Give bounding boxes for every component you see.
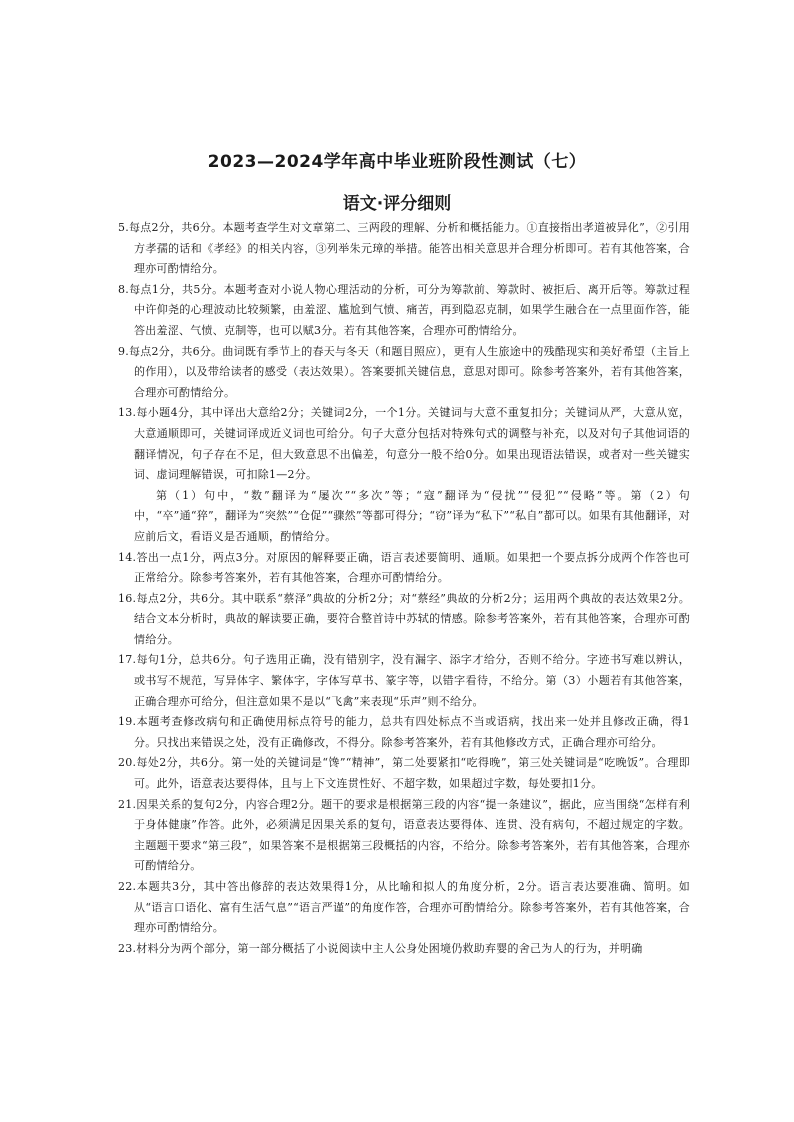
rule-item-q13-detail: 第（1）句中，“数”翻译为“屡次”“多次”等；“寇”翻译为“侵扰”“侵犯”“侵略”等。第（2）句中，“卒”通“猝”，翻译为“突然”“仓促”“骤然”等都可得分；“窃”译为“私下”“私自”都可以。如果有其他翻译，对应前后文，看语义是否通顺，酌情给分。 (134, 488, 690, 543)
rule-item-q5: 5.每点2分，共6分。本题考查学生对文章第二、三两段的理解、分析和概括能力。①直接指出孝道被异化”，②引用方孝孺的话和《孝经》的相关内容，③列举朱元璋的举措。能答出相关意思并合理分析即可。若有其他答案，合理亦可酌情给分。 (118, 221, 690, 276)
rule-item-q21: 21.因果关系的复句2分，内容合理2分。题干的要求是根据第三段的内容“提一条建议”，据此，应当围绕“怎样有利于身体健康”作答。此外，必须满足因果关系的复句，语意表达要得体、连贯、没有病句，不超过规定的字数。主题题干要求“第三段”，如果答案不是根据第三段概括的内容，不给分。除参考答案外，若有其他答案，合理亦可酌情给分。 (118, 797, 690, 873)
rule-item-q13: 13.每小题4分，其中译出大意给2分；关键词2分，一个1分。关键词与大意不重复扣分；关键词从严，大意从宽，大意通顺即可，关键词译成近义词也可给分。句子大意分包括对特殊句式的调整与补充，以及对句子其他词语的翻译情况，句子存在不足，但大致意思不出偏差，句意分一般不给0分。如果出现语法错误，或者对一些关键实词、虚词理解错误，可扣除1—2分。 (118, 406, 690, 482)
scoring-rules-body (118, 218, 690, 959)
rule-item-q9: 9.每点2分，共6分。曲词既有季节上的春天与冬天（和题目照应），更有人生旅途中的残酷现实和美好希望（主旨上的作用），以及带给读者的感受（表达效果）。答案要抓关键信息，意思对即可。除参考答案外，若有其他答案，合理亦可酌情给分。 (118, 344, 690, 399)
rule-item-q17: 17.每句1分，总共6分。句子选用正确，没有错别字，没有漏字、添字才给分，否则不给分。字迹书写难以辨认，或书写不规范，写异体字、繁体字，字体写草书、篆字等，以错字看待，不给分。第（3）小题若有其他答案，正确合理亦可给分，但注意如果不是以“飞禽”来表现“乐声”则不给分。 (118, 653, 690, 708)
rule-item-q22: 22.本题共3分，其中答出修辞的表达效果得1分，从比喻和拟人的角度分析，2分。语言表达要准确、简明。如从“语言口语化、富有生活气息”“语言严谨”的角度作答，合理亦可酌情给分。除参考答案外，若有其他答案，合理亦可酌情给分。 (118, 880, 690, 935)
document-subtitle: 语文·评分细则 (342, 194, 452, 214)
rule-item-q23: 23.材料分为两个部分，第一部分概括了小说阅读中主人公身处困境仍救助弃婴的舍己为人的行为，并明确 (118, 941, 643, 955)
rule-item-q19: 19.本题考查修改病句和正确使用标点符号的能力，总共有四处标点不当或语病，找出来一处并且修改正确，得1分。只找出来错误之处，没有正确修改，不得分。除参考答案外，若有其他修改方式，正确合理亦可给分。 (118, 715, 690, 749)
document-title: 2023—2024学年高中毕业班阶段性测试（七） (207, 152, 587, 172)
rule-item-q14: 14.答出一点1分，两点3分。对原因的解释要正确，语言表述要简明、通顺。如果把一个要点拆分成两个作答也可正常给分。除参考答案外，若有其他答案，合理亦可酌情给分。 (118, 550, 690, 585)
rule-item-q20: 20.每处2分，共6分。第一处的关键词是“馋”“精神”，第二处要紧扣“吃得晚”，第三处关键词是“吃晚饭”。合理即可。此外，语意表达要得体，且与上下文连贯性好、不超字数，如果超过字数，每处要扣1分。 (118, 756, 690, 791)
rule-item-q16: 16.每点2分，共6分。其中联系“蔡泽”典故的分析2分；对“蔡经”典故的分析2分；运用两个典故的表达效果2分。结合文本分析时，典故的解读要正确，要符合整首诗中苏轼的情感。除参考答案外，若有其他答案，合理亦可酌情给分。 (118, 591, 690, 646)
rule-item-q8: 8.每点1分，共5分。本题考查对小说人物心理活动的分析，可分为筹款前、筹款时、被拒后、离开后等。筹款过程中许仰尧的心理波动比较频繁，由羞涩、尴尬到气愤、痛苦，再到隐忍克制，如果学生融合在一点里面作答，能答出羞涩、气愤、克制等，也可以赋3分。若有其他答案，合理亦可酌情给分。 (118, 282, 690, 337)
